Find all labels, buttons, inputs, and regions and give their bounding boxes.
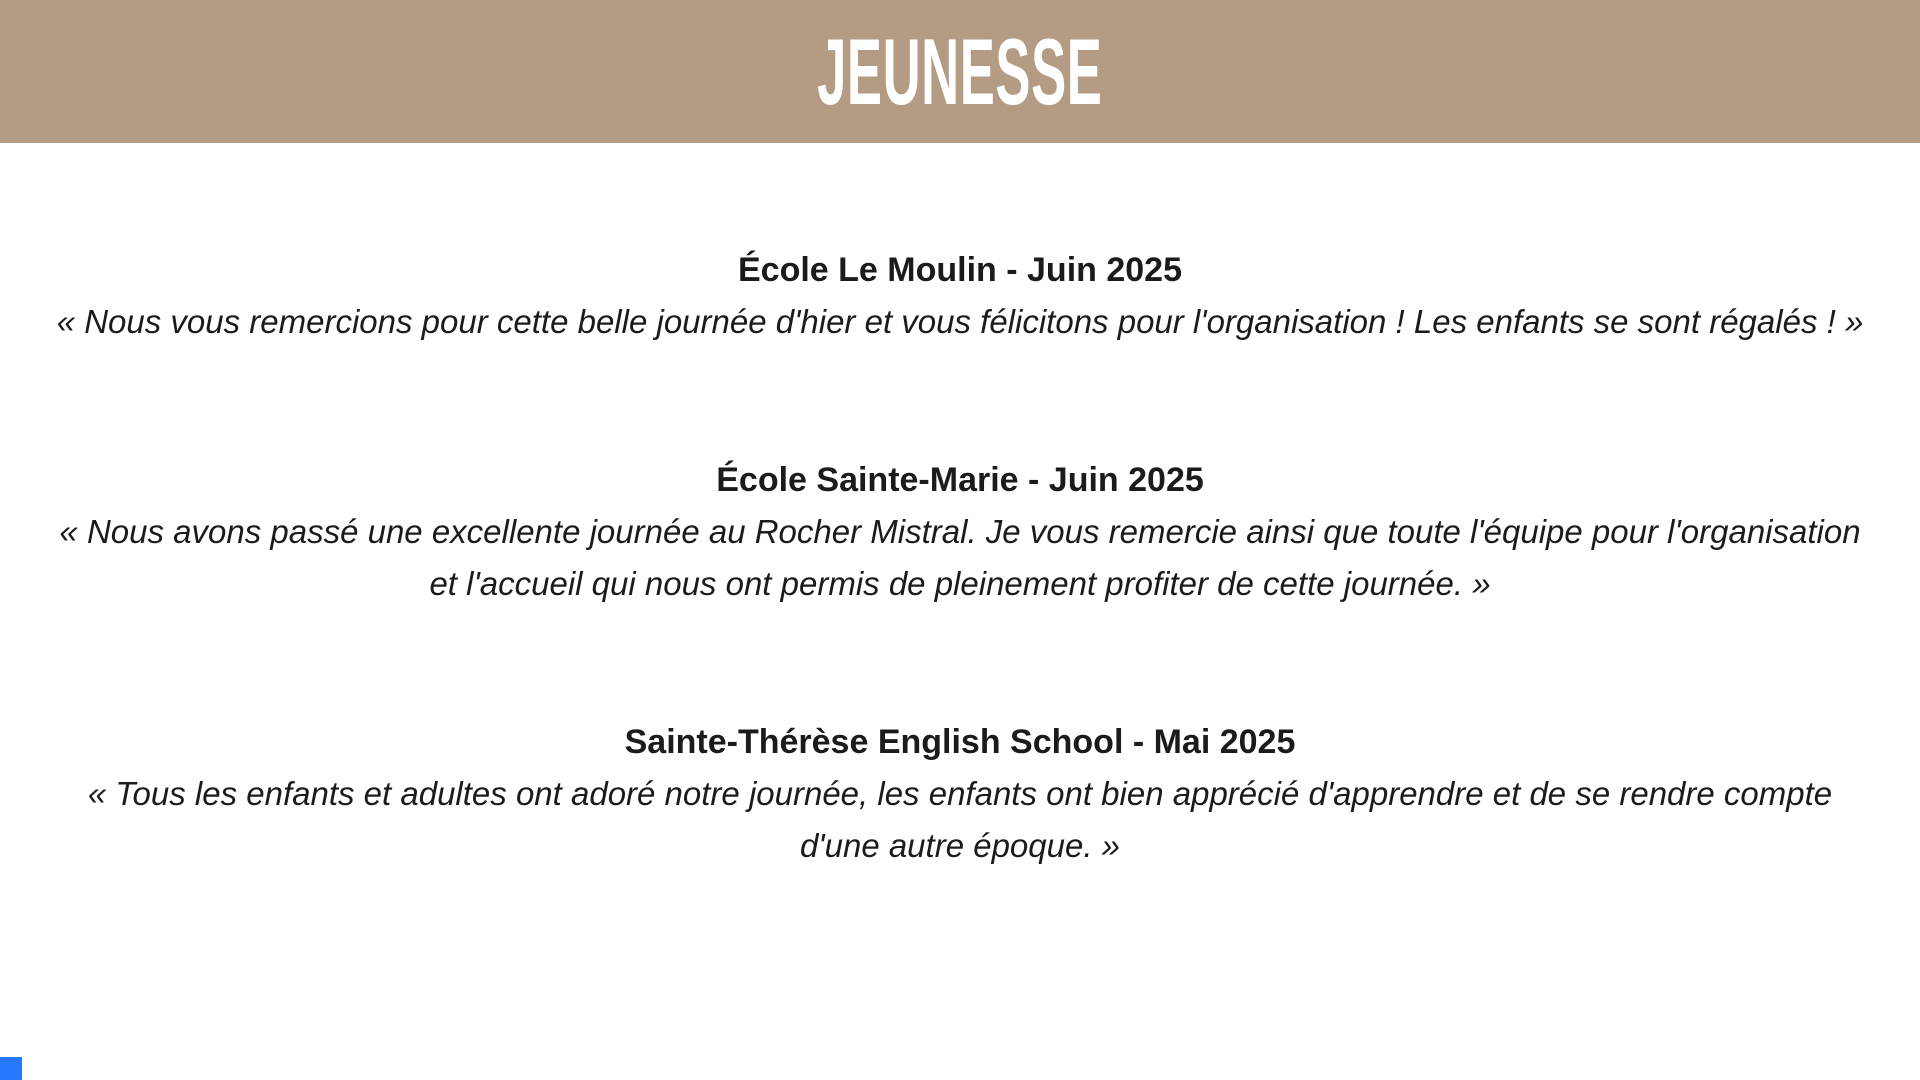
testimonial-quote: « Nous avons passé une excellente journée au Rocher Mistral. Je vous remercie ainsi que toute l'équipe pour l'organisation et l'accueil qui nous ont permis de pleinement profiter de cette journée. »: [59, 513, 1861, 602]
testimonial-title: École Sainte-Marie - Juin 2025: [716, 461, 1204, 499]
testimonial-ecole-sainte-marie: [0, 454, 1920, 610]
testimonial-ecole-le-moulin: [0, 244, 1920, 348]
blue-corner-accent: [0, 1057, 22, 1080]
section-title: JEUNESSE: [817, 18, 1103, 124]
testimonial-title: École Le Moulin - Juin 2025: [738, 251, 1182, 289]
testimonial-sainte-therese: [0, 716, 1920, 872]
testimonial-quote: « Tous les enfants et adultes ont adoré notre journée, les enfants ont bien apprécié d'apprendre et de se rendre compte d'une autre époque. »: [87, 775, 1833, 864]
testimonial-quote: « Nous vous remercions pour cette belle journée d'hier et vous félicitons pour l'organisation ! Les enfants se sont régalés ! »: [56, 303, 1864, 340]
testimonial-title: Sainte-Thérèse English School - Mai 2025: [624, 723, 1296, 761]
section-header: [0, 0, 1920, 143]
testimonials-section: [0, 143, 1920, 872]
